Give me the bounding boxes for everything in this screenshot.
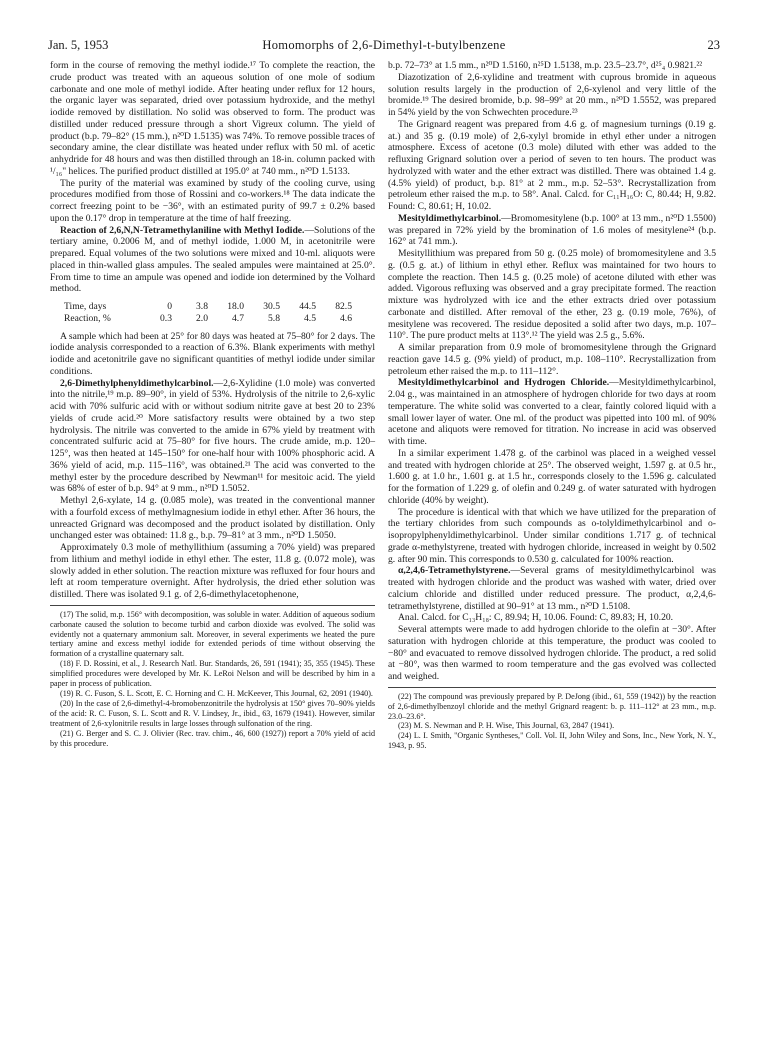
footnote: (22) The compound was previously prepared by P. DeJong (ibid., 61, 559 (1942)) by the reaction of 2,6-dimethylbenzoyl chloride and the methyl Grignard reagent: b. p. 111–112° at 23 mm., m.p. 23.0–23.6°. <box>388 691 716 721</box>
table-cell: 18.0 <box>227 301 244 312</box>
footnote-divider <box>50 605 375 606</box>
section-heading: Reaction of 2,6,N,N-Tetramethylaniline with Methyl Iodide. <box>60 224 305 236</box>
paragraph: Mesityldimethylcarbinol and Hydrogen Chloride.—Mesityldimethylcarbinol, 2.04 g., was maintained in an atmosphere of hydrogen chloride for two days at room temperature. The white solid was converted to a clear, faintly colored liquid with a small lower layer of water. One ml. of the product was pipetted into 100 ml. of 90% acetone and aliquots were removed for titration. No increase in acid was observed with time. <box>388 377 716 447</box>
reaction-table <box>64 301 375 325</box>
table-row <box>64 301 375 313</box>
table-cell: 3.8 <box>196 301 208 312</box>
paragraph: Diazotization of 2,6-xylidine and treatment with cuprous bromide in aqueous solution results largely in the production of 2,6-xylenol and very little of the bromide.¹⁹ The desired bromide, b.p. 98–99° at 20 mm., n²⁰D 1.5552, was prepared in 54% yield by the von Schwechten procedure.²³ <box>388 71 716 118</box>
table-cell: 82.5 <box>335 301 352 312</box>
paragraph: The procedure is identical with that which we have utilized for the preparation of the tertiary chlorides from such compounds as o-tolyldimethylcarbinol and o-isopropylphenyldimethylcarbinol. Under similar conditions 1.717 g. of technical grade α-methylstyrene, treated with hydrogen chloride, increased in weight by 0.502 g. after 90 min. This corresponds to 0.530 g. calculated for 100% reaction. <box>388 506 716 565</box>
paragraph: Approximately 0.3 mole of methyllithium (assuming a 70% yield) was prepared from lithium and methyl iodide in ethyl ether. The ester, 11.8 g. (0.072 mole), was slowly added in ether solution. The reaction mixture was refluxed for four hours and left at room temperature overnight. After hydrolysis, the dried ether solution was distilled. There was isolated 9.1 g. of 2,6-dimethylacetophenone, <box>50 542 375 600</box>
page-number: 23 <box>707 38 720 52</box>
paragraph: form in the course of removing the methyl iodide.¹⁷ To complete the reaction, the crude product was treated with an aqueous solution of one mole of sodium carbonate and one mole of methyl iodide. After heating under reflux for 12 hours, the organic layer was separated, dried over potassium hydroxide, and the methyl iodide removed by distillation. No solid was observed to form. The product was distilled under reduced pressure through a short Vigreux column. The yield of product (b.p. 79–82° (15 mm.), n²⁰D 1.5135) was 74%. To remove possible traces of secondary amine, the clear distillate was heated under reflux with 50 ml. of acetic anhydride for 48 hours and was then distilled through an 18-in. column packed with ¹/₁₆" helices. The purified product distilled at 195.0° at 740 mm., n²⁰D 1.5133. <box>50 60 375 177</box>
paragraph: α,2,4,6-Tetramethylstyrene.—Several grams of mesityldimethylcarbinol was treated with hydrogen chloride and the product was washed with water, dried over calcium chloride and distilled under reduced pressure. The product, α,2,4,6-tetramethylstyrene, distilled at 90–91° at 13 mm., n²⁰D 1.5108. <box>388 565 716 612</box>
footnote: (24) L. I. Smith, "Organic Syntheses," Coll. Vol. II, John Wiley and Sons, Inc., New York, N. Y., 1943, p. 95. <box>388 731 716 751</box>
footnote: (18) F. D. Rossini, et al., J. Research Natl. Bur. Standards, 26, 591 (1941); 35, 355 (1945). These simplified procedures were developed by Mr. K. LeRoi Nelson and will be described by him in a paper in process of publication. <box>50 659 375 689</box>
table-cell: 5.8 <box>268 312 280 324</box>
section-heading: Mesityldimethylcarbinol and Hydrogen Chloride. <box>398 377 610 389</box>
header-title: Homomorphs of 2,6-Dimethyl-t-butylbenzene <box>262 38 506 52</box>
section-heading: 2,6-Dimethylphenyldimethylcarbinol. <box>60 377 214 389</box>
footnote: (19) R. C. Fuson, S. L. Scott, E. C. Horning and C. H. McKeever, This Journal, 62, 2091 (1940). <box>60 689 373 698</box>
paragraph: Reaction of 2,6,N,N-Tetramethylaniline with Methyl Iodide.—Solutions of the tertiary amine, 0.2006 M, and of methyl iodide, 1.000 M, in acetonitrile were prepared. Equal volumes of the two solutions were mixed and 10-ml. aliquots were placed in thin-walled glass ampules. The sealed ampules were maintained at 25.0°. From time to time an ampule was opened and iodide ion determined by the Volhard method. <box>50 224 375 295</box>
table-cell: 0 <box>167 301 172 312</box>
table-cell: 2.0 <box>196 312 208 324</box>
table-cell: 4.5 <box>304 312 316 324</box>
table-cell: 4.7 <box>232 312 244 324</box>
paragraph: Anal. Calcd. for C₁₃H₁₈: C, 89.94; H, 10.06. Found: C, 89.83; H, 10.20. <box>398 612 674 624</box>
running-header <box>48 38 720 56</box>
paragraph: Several attempts were made to add hydrogen chloride to the olefin at −30°. After saturation with hydrogen chloride at this temperature, the product was cooled to −80° and evacuated to remove dissolved hydrogen chloride. The product, a red solid at −80°, was then warmed to room temperature and the gas evolved was collected and weighed. <box>388 624 716 682</box>
paragraph: A sample which had been at 25° for 80 days was heated at 75–80° for 2 days. The iodide analysis corresponded to a reaction of 6.3%. Blank experiments with methyl iodide and acetonitrile gave no significant quantities of methyl iodide under similar conditions. <box>50 330 375 377</box>
table-cell: 44.5 <box>299 301 316 312</box>
paragraph: 2,6-Dimethylphenyldimethylcarbinol.—2,6-Xylidine (1.0 mole) was converted into the nitrile,¹⁹ m.p. 89–90°, in yield of 53%. Hydrolysis of the nitrile to 2,6-xylic acid with 70% sulfuric acid with or without sodium nitrite gave at best 20 to 23% yields of crude acid.²⁰ More satisfactory results were obtained by a two step hydrolysis. The nitrile was converted to the amide in 67% yield by treatment with concentrated sulfuric acid at 75–80° for five hours. The crude amide, m.p. 120–125°, was then heated at 145–150° for one-half hour with 100% phosphoric acid. A 36% yield of acid, m.p. 115–116°, was obtained.²¹ The acid was converted to the methyl ester by the procedure described by Newman¹¹ for mesitoic acid. The yield was 68% of ester of b.p. 94° at 9 mm., n²⁰D 1.5052. <box>50 377 375 495</box>
paragraph: b.p. 72–73° at 1.5 mm., n²⁰D 1.5160, n²⁵D 1.5138, m.p. 23.5–23.7°, d²⁵₄ 0.9821.²² <box>388 60 703 71</box>
paragraph: A similar preparation from 0.9 mole of bromomesitylene through the Grignard reaction gave 14.5 g. (9% yield) of product, m.p. 108–110°. Recrystallization from petroleum ether raised the m.p. to 111–112°. <box>388 342 716 377</box>
row-label: Time, days <box>64 301 107 312</box>
footnote: (23) M. S. Newman and P. H. Wise, This Journal, 63, 2847 (1941). <box>398 721 615 731</box>
table-cell: 0.3 <box>160 312 172 324</box>
header-date: Jan. 5, 1953 <box>48 38 109 52</box>
right-column <box>388 60 716 751</box>
paragraph: Mesityldimethylcarbinol.—Bromomesitylene (b.p. 100° at 13 mm., n²⁰D 1.5500) was prepared in 72% yield by the bromination of 1.6 moles of mesitylene²⁴ (b.p. 162° at 741 mm.). <box>388 212 716 248</box>
footnote: (17) The solid, m.p. 156° with decomposition, was soluble in water. Addition of aqueous sodium carbonate caused the solution to become turbid and carbon dioxide was evolved. The solid was evidently not a quaternary ammonium salt. Moreover, in several experiments we heated the pure tertiary amine and excess methyl iodide for extended periods of time without observing the formation of a crystalline quaternary salt. <box>50 609 375 659</box>
table-cell: 4.6 <box>340 312 352 324</box>
footnote-divider <box>388 687 716 688</box>
section-heading: α,2,4,6-Tetramethylstyrene. <box>398 565 511 577</box>
table-cell: 30.5 <box>263 301 280 312</box>
footnotes <box>388 692 716 751</box>
paragraph: In a similar experiment 1.478 g. of the carbinol was placed in a weighed vessel and treated with hydrogen chloride at 25°. The observed weight, 1.597 g. at 0.5 hr., 1.600 g. at 1.0 hr., 1.601 g. at 1.5 hr., corresponds closely to the 1.596 g. calculated for the formation of 1.229 g. of olefin and 0.249 g. of water saturated with hydrogen chloride (40% by weight). <box>388 447 716 506</box>
left-column <box>50 60 375 748</box>
footnote: (20) In the case of 2,6-dimethyl-4-bromobenzonitrile the hydrolysis at 150° gives 70–90% yields of the acid: R. C. Fuson, S. L. Scott and R. V. Lindsey, Jr., ibid., 63, 1679 (1941). However, similar treatment of 2,6-xylonitrile results in large losses through sulfonation of the ring. <box>50 698 375 728</box>
paragraph: Methyl 2,6-xylate, 14 g. (0.085 mole), was treated in the conventional manner with a fourfold excess of methylmagnesium iodide in ethyl ether. After 36 hours, the unreacted Grignard was decomposed and the product isolated by distillation. Only unchanged ester was obtained: 11.8 g., b.p. 79–81° at 3 mm., n²⁰D 1.5050. <box>50 495 375 542</box>
paragraph: Mesityllithium was prepared from 50 g. (0.25 mole) of bromomesitylene and 3.5 g. (0.5 g. at.) of lithium in ethyl ether. Reflux was maintained for two hours to complete the reaction. Then 14.5 g. (0.25 mole) of acetone diluted with ether was added. Vigorous refluxing was observed and a gray precipitate formed. The reaction mixture was hydrolyzed with ice and the ether extracts dried over potassium carbonate and distilled. After removal of the ether, 23 g. (0.19 mole, 76%), of mesitylene was recovered. The residue deposited a solid after two days, m.p. 107–110°. The pure product melts at 113°.¹² The yield was 2.5 g., 5.6%. <box>388 248 716 342</box>
section-heading: Mesityldimethylcarbinol. <box>398 212 502 224</box>
footnotes <box>50 610 375 749</box>
table-row <box>64 313 375 325</box>
paragraph: The purity of the material was examined by study of the cooling curve, using procedures modified from those of Rossini and co-workers.¹⁸ The data indicate the correct freezing point to be −36°, with an estimated purity of 99.7 ± 0.2% based upon the 0.17° drop in temperature at the time of half freezing. <box>50 177 375 224</box>
footnote: (21) G. Berger and S. C. J. Olivier (Rec. trav. chim., 46, 600 (1927)) report a 70% yield of acid by this procedure. <box>50 728 375 748</box>
paragraph: The Grignard reagent was prepared from 4.6 g. of magnesium turnings (0.19 g. at.) and 35 g. (0.19 mole) of 2,6-xylyl bromide in ethyl ether under a nitrogen atmosphere. Excess of acetone (0.3 mole) diluted with ether was added to the refluxing Grignard solution over a period of seven to ten hours. The product was hydrolyzed with water and the ether extract was distilled. There was obtained 1.4 g. (4.5% yield) of product, b.p. 81° at 2 mm., m.p. 52–53°. Recrystallization from petroleum ether raised the m.p. to 58°. Anal. Calcd. for C₁₁H₁₆O: C, 80.44; H, 9.82. Found: C, 80.61; H, 10.02. <box>388 118 716 212</box>
row-label: Reaction, % <box>64 312 111 324</box>
